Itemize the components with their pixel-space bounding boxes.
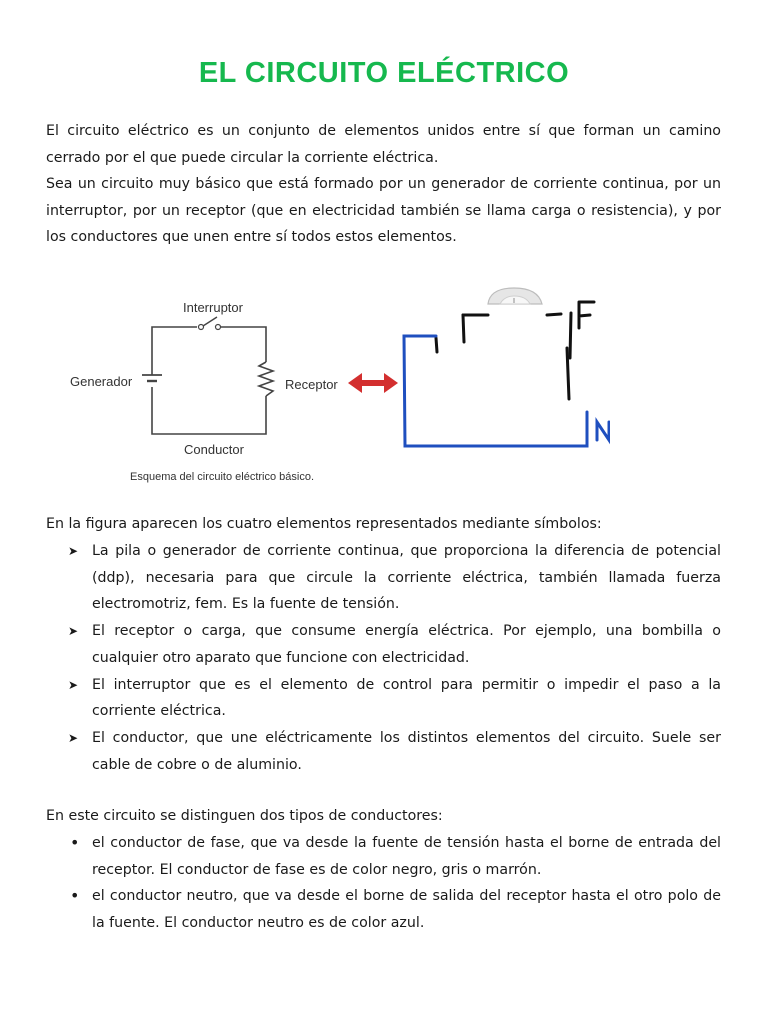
label-switch: Interruptor xyxy=(183,300,243,315)
elements-list xyxy=(46,538,721,778)
dot-bullet-icon: • xyxy=(70,886,80,905)
list-item: ➤ El receptor o carga, que consume energía eléctrica. Por ejemplo, una bombilla o cualquier otro aparato que funcione con electricidad. xyxy=(46,618,721,671)
list-item: ➤ El interruptor que es el elemento de control para permitir o impedir el paso a la corriente eléctrica. xyxy=(46,672,721,725)
circuit-figure xyxy=(70,282,610,492)
list-item: • el conductor de fase, que va desde la fuente de tensión hasta el borne de entrada del receptor. El conductor de fase es de color negro, gris o marrón. xyxy=(46,830,721,883)
list-item: ➤ La pila o generador de corriente continua, que proporciona la diferencia de potencial (ddp), necesaria para que circule la corriente eléctrica, también llamada fuerza electromotriz, fem. Es la fuente de tensión. xyxy=(46,538,721,618)
circuit-diagram xyxy=(70,282,610,492)
arrow-bullet-icon: ➤ xyxy=(68,624,79,638)
page-title: EL CIRCUITO ELÉCTRICO xyxy=(198,57,570,90)
conductors-intro: En este circuito se distinguen dos tipos de conductores: xyxy=(46,808,443,824)
arrow-bullet-icon: ➤ xyxy=(68,731,79,745)
arrow-bullet-icon: ➤ xyxy=(68,677,79,692)
conductors-list xyxy=(46,830,721,936)
intro-paragraph-1: El circuito eléctrico es un conjunto de elementos unidos entre sí que forman un camino cerrado por el que puede circular la corriente eléctrica. xyxy=(46,123,721,166)
elements-intro: En la figura aparecen los cuatro elementos representados mediante símbolos: xyxy=(46,516,602,532)
list-item: • el conductor neutro, que va desde el borne de salida del receptor hasta el otro polo de la fuente. El conductor neutro es de color azul. xyxy=(46,883,721,936)
intro-paragraph-2: Sea un circuito muy básico que está formado por un generador de corriente continua, por un interruptor, por un receptor (que en electricidad también se llama carga o resistencia), y por los conductores que unen entre sí todos estos elementos. xyxy=(46,176,721,245)
intro-text xyxy=(46,118,721,251)
figure-caption: Esquema del circuito eléctrico básico. xyxy=(130,471,315,483)
dot-bullet-icon: • xyxy=(70,833,80,852)
list-item: ➤ El conductor, que une eléctricamente los distintos elementos del circuito. Suele ser cable de cobre o de aluminio. xyxy=(46,725,721,778)
arrow-bullet-icon: ➤ xyxy=(68,544,79,558)
label-conductor: Conductor xyxy=(184,442,244,457)
label-generator: Generador xyxy=(70,374,133,389)
label-receiver: Receptor xyxy=(285,377,338,392)
